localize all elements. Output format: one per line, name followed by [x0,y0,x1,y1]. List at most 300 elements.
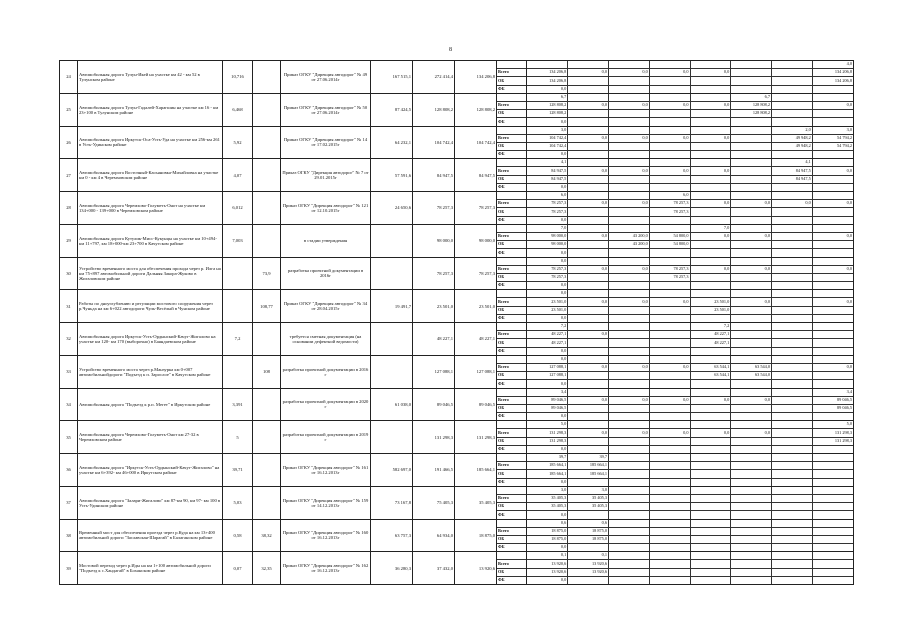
label-ob: ОБ [497,77,526,85]
funding-cell [609,372,650,380]
funding-cell: 89 046,5 [527,404,568,412]
row-number: 35 [60,421,78,454]
funding-cell: 0,0 [609,101,650,109]
funding-cell [812,544,853,552]
funding-cell [649,544,690,552]
funding-cell [731,151,772,159]
row-number: 34 [60,388,78,421]
object-name: Автомобильная дорога Тулун-Икей на участке км 42 - км 52 в Тулунском районе [78,61,223,94]
basis-document: Приказ ОГКУ "Дирекция автодорог" № 161 от 16.12.2013г [281,454,371,487]
funding-cell: 128 808,2 [731,101,772,109]
label-total: Всего [497,527,526,535]
funding-cell [731,437,772,445]
total-cost: 272 414,4 [413,61,455,94]
funding-cell [609,494,650,502]
object-name: Автомобильная дорога Иркутск-Усть-Ордынский-Качуг-Жигалово на участке км 120- км 170 (выборочно) в Баяндаевском районе [78,323,223,356]
funding-cell [649,323,690,331]
funding-cell [690,389,731,397]
label-fb: ФБ [498,184,505,190]
funding-cell: 0,0 [649,298,690,306]
funding-cell [772,69,813,77]
funding-cell [649,118,690,126]
funding-cell [649,249,690,257]
label-blank [497,290,526,298]
table-row [60,388,854,421]
funding-cell: 0,0 [568,232,609,240]
funding-cell: 3,4 [527,389,568,397]
funding-cell [649,61,690,69]
funding-cell [812,110,853,118]
funding-values [527,290,854,323]
length-m [253,159,281,192]
funding-cell [649,487,690,495]
funding-cell: 4,0 [812,61,853,69]
funding-cell [609,323,650,331]
funding-cell [731,208,772,216]
funding-cell [731,290,772,298]
funding-cell [690,576,731,584]
funding-cell [649,494,690,502]
funding-cell: 98 000,0 [527,241,568,249]
label-blank [497,552,526,560]
funding-cell [812,331,853,339]
funding-values [527,388,854,421]
total-cost: 64 934,0 [413,519,455,552]
row-number: 29 [60,224,78,257]
funding-cell: 0,0 [568,298,609,306]
funding-cell: 131 298,3 [527,429,568,437]
length-km [223,257,253,290]
label-ob: ОБ [497,306,526,314]
funding-cell: 78 257,3 [649,208,690,216]
funding-cell [690,437,731,445]
estimated-cost [371,257,413,290]
funding-cell [812,118,853,126]
funding-cell: 0,0 [568,363,609,371]
funding-cell [690,445,731,453]
funding-cell [568,85,609,93]
row-number: 36 [60,454,78,487]
funding-cell [690,487,731,495]
funding-cell [731,61,772,69]
funding-cell [731,421,772,429]
funding-cell [772,568,813,576]
funding-cell [772,511,813,519]
length-km: 3,391 [223,388,253,421]
funding-cell [731,478,772,486]
funding-cell: 0,0 [527,151,568,159]
funding-cell: 131 298,3 [527,437,568,445]
basis-document: Приказ ОГКУ "Дирекция автодорог" № 49 от 27.06.2014г [281,61,371,94]
label-ob: ОБ [497,372,526,380]
funding-cell [649,421,690,429]
funding-values [527,93,854,126]
funding-cell [772,389,813,397]
total-cost: 37 432,0 [413,552,455,585]
funding-labels [497,93,527,126]
funding-cell [772,314,813,322]
label-total: Всего [497,101,526,109]
funding-cell [690,85,731,93]
funding-cell [772,118,813,126]
funding-cell: 0,0 [731,232,772,240]
total-cost: 78 257,3 [413,257,455,290]
funding-cell [609,118,650,126]
funding-cell [731,527,772,535]
funding-cell [772,241,813,249]
funding-labels [497,192,527,225]
funding-cell [731,560,772,568]
funding-cell [649,503,690,511]
funding-cell: 0,0 [527,290,568,298]
funding-cell [812,560,853,568]
table-row [60,355,854,388]
funding-cell [649,110,690,118]
funding-cell [690,454,731,462]
basis-document: разработка проектной документации в 2020 г [281,388,371,421]
funding-cell: 0,0 [609,363,650,371]
remaining-cost: 128 808,2 [455,93,497,126]
funding-cell [649,306,690,314]
funding-cell [812,151,853,159]
object-name: Автомобильная дорога Кутулик-Мисс-Кукунцы на участке км 10+494-км 11+797, км 18+000-км 23+700 в Качугском районе [78,224,223,257]
row-number: 32 [60,323,78,356]
funding-cell [568,241,609,249]
object-name: Автомобильная дорога Восточный-Касьяновка-Михайловка на участке км 0 - км 4 в Черемховском районе [78,159,223,192]
funding-cell [772,462,813,470]
funding-cell [772,437,813,445]
funding-cell: 18 875,0 [527,535,568,543]
row-number: 39 [60,552,78,585]
label-total: Всего [497,363,526,371]
funding-cell: 7,2 [527,323,568,331]
funding-cell [609,85,650,93]
table-row [60,519,854,552]
funding-cell [568,175,609,183]
funding-cell [812,356,853,364]
funding-cell: 0,0 [690,69,731,77]
total-cost: 23 501,0 [413,290,455,323]
funding-cell: 3,0 [812,127,853,135]
funding-cell: 0,0 [527,85,568,93]
funding-cell [649,347,690,355]
funding-cell [649,290,690,298]
funding-cell [731,183,772,191]
funding-cell [568,576,609,584]
remaining-cost: 131 298,3 [455,421,497,454]
length-m [253,388,281,421]
label-total: Всего [497,298,526,306]
funding-cell [568,421,609,429]
funding-cell: 98 000,0 [527,232,568,240]
funding-cell [609,380,650,388]
funding-cell: 39,7 [568,454,609,462]
table-row [60,159,854,192]
funding-cell: 185 664,1 [527,462,568,470]
funding-cell [568,290,609,298]
funding-cell [690,118,731,126]
length-m [253,61,281,94]
total-cost: 191 466,5 [413,454,455,487]
funding-cell [812,339,853,347]
funding-cell [568,380,609,388]
funding-cell [772,576,813,584]
funding-cell [690,258,731,266]
label-fb: ФБ [498,315,505,321]
funding-cell [609,389,650,397]
label-ob: ОБ [497,110,526,118]
funding-cell: 35 405,3 [568,503,609,511]
funding-cell [772,421,813,429]
funding-cell: 0,0 [527,576,568,584]
funding-cell: 128 808,2 [731,110,772,118]
funding-cell [609,192,650,200]
funding-cell [772,298,813,306]
funding-cell [772,101,813,109]
funding-cell [609,127,650,135]
funding-cell [649,478,690,486]
funding-cell: 35 405,3 [527,494,568,502]
funding-cell: 0,0 [649,69,690,77]
label-blank [497,323,526,331]
funding-cell [609,347,650,355]
funding-cell [812,535,853,543]
length-m [253,421,281,454]
funding-cell [690,151,731,159]
funding-cell: 0,6 [527,520,568,528]
funding-cell [812,159,853,167]
funding-cell [609,535,650,543]
funding-cell: 0,0 [649,429,690,437]
funding-cell [609,208,650,216]
funding-cell [690,413,731,421]
funding-cell [649,258,690,266]
estimated-cost [371,224,413,257]
funding-cell [690,61,731,69]
funding-cell [772,429,813,437]
funding-cell: 63 544,0 [731,372,772,380]
length-km [223,290,253,323]
funding-cell [812,241,853,249]
funding-cell [772,404,813,412]
funding-cell [731,404,772,412]
funding-cell [772,216,813,224]
funding-cell [812,85,853,93]
object-name: Работы по дноуглублению и регуляции мостового сооружения через р.Чуньда на км 6+022 автодороги Чуль-Весёлый в Чунском районе [78,290,223,323]
remaining-cost: 48 227,1 [455,323,497,356]
funding-cell [649,437,690,445]
funding-cell: 49 948,2 [772,142,813,150]
funding-cell: 3,0 [568,487,609,495]
funding-cell [812,94,853,102]
length-km: 10,716 [223,61,253,94]
length-m [253,126,281,159]
funding-cell [609,487,650,495]
funding-cell [772,527,813,535]
funding-cell: 0,0 [568,429,609,437]
funding-cell [812,258,853,266]
funding-cell [649,511,690,519]
estimated-cost: 87 424,5 [371,93,413,126]
funding-cell: 0,0 [731,298,772,306]
funding-cell [568,183,609,191]
length-m [253,454,281,487]
funding-cell [731,314,772,322]
funding-cell: 0,0 [690,396,731,404]
funding-cell [649,372,690,380]
length-m [253,93,281,126]
funding-labels [497,159,527,192]
funding-cell [812,216,853,224]
funding-cell [690,127,731,135]
funding-values [527,61,854,94]
funding-cell [690,560,731,568]
row-number: 26 [60,126,78,159]
funding-values [527,159,854,192]
funding-cell [812,208,853,216]
funding-cell [690,527,731,535]
funding-cell [609,527,650,535]
remaining-cost: 104 742,4 [455,126,497,159]
estimated-cost: 582 697,0 [371,454,413,487]
label-total: Всего [497,396,526,404]
funding-cell: 48 227,1 [690,339,731,347]
funding-cell [649,568,690,576]
funding-cell: 0,0 [609,69,650,77]
funding-cell: 78 257,3 [527,273,568,281]
funding-cell: 0,0 [527,216,568,224]
funding-cell [649,520,690,528]
funding-cell [772,535,813,543]
label-fb: ФБ [498,151,505,157]
basis-document: Приказ ОГКУ "Дирекция автодорог" № 34 от 28.04.2015г [281,290,371,323]
funding-cell [731,192,772,200]
funding-cell: 13 920,6 [568,560,609,568]
label-fb: ФБ [498,347,505,353]
length-km: 7,2 [223,323,253,356]
table-row [60,486,854,519]
funding-cell [568,389,609,397]
funding-cell [609,511,650,519]
funding-cell [568,356,609,364]
funding-cell [609,290,650,298]
funding-cell [609,77,650,85]
funding-cell: 18 875,0 [527,527,568,535]
funding-cell: 0,0 [527,282,568,290]
estimated-cost [371,355,413,388]
funding-cell [609,552,650,560]
label-ob: ОБ [497,142,526,150]
funding-cell [609,225,650,233]
funding-cell [731,520,772,528]
funding-cell [568,258,609,266]
length-km: 4,07 [223,159,253,192]
funding-cell: 0,0 [649,167,690,175]
estimated-cost [371,421,413,454]
funding-cell: 0,0 [527,445,568,453]
funding-cell [812,494,853,502]
funding-cell: 84 947,5 [772,167,813,175]
funding-cell [772,265,813,273]
funding-cell [772,372,813,380]
funding-cell [690,110,731,118]
funding-cell [731,127,772,135]
funding-cell [609,282,650,290]
funding-cell [812,511,853,519]
funding-cell: 0,0 [812,298,853,306]
total-cost: 48 227,1 [413,323,455,356]
funding-cell: 78 257,3 [527,265,568,273]
funding-cell: 78 257,3 [527,200,568,208]
funding-cell: 0,0 [609,396,650,404]
funding-cell [690,494,731,502]
funding-labels [497,224,527,257]
funding-cell [772,478,813,486]
label-total: Всего [497,167,526,175]
object-name: Устройство временного моста через р.Манзурка км 0+007 автомобильнойдороги "Подъезд к п. Зарослое" в Качугском районе [78,355,223,388]
funding-cell [568,445,609,453]
funding-cell [609,249,650,257]
funding-cell [731,258,772,266]
funding-cell [731,356,772,364]
funding-values [527,224,854,257]
funding-cell [731,413,772,421]
funding-cell [731,503,772,511]
label-ob: ОБ [497,339,526,347]
funding-cell [812,372,853,380]
remaining-cost: 98 000,0 [455,224,497,257]
funding-cell [772,94,813,102]
estimated-cost: 167 515,1 [371,61,413,94]
funding-cell: 104 742,4 [527,142,568,150]
length-m [253,192,281,225]
funding-cell [568,339,609,347]
funding-cell [731,273,772,281]
funding-values [527,454,854,487]
funding-cell: 0,0 [568,134,609,142]
funding-cell [649,527,690,535]
funding-cell [609,503,650,511]
funding-cell: 39,7 [527,454,568,462]
total-cost: 131 298,3 [413,421,455,454]
object-name: Автомобильная дорога Иркутск-Оса-Усть-Уда на участке км 256-км 261 в Усть-Удинском районе [78,126,223,159]
funding-cell [609,159,650,167]
object-name: Автомобильная дорога Черемхово-Голуметь-Онот на участке км 134+000 - 139+000 в Черемховском районе [78,192,223,225]
funding-cell [812,249,853,257]
label-fb: ФБ [498,446,505,452]
funding-cell [690,241,731,249]
label-ob: ОБ [497,273,526,281]
total-cost: 98 000,0 [413,224,455,257]
length-m: 73,9 [253,257,281,290]
funding-cell [690,347,731,355]
row-number: 30 [60,257,78,290]
estimated-cost: 63 757,3 [371,519,413,552]
funding-cell: 18 875,0 [568,527,609,535]
funding-cell: 0,0 [690,134,731,142]
funding-cell [568,159,609,167]
funding-labels [497,355,527,388]
funding-cell: 0,0 [690,101,731,109]
remaining-cost: 134 206,8 [455,61,497,94]
funding-cell [772,347,813,355]
funding-cell [649,314,690,322]
label-blank [497,258,526,266]
length-m: 32,35 [253,552,281,585]
funding-cell: 0,0 [649,363,690,371]
funding-cell [609,560,650,568]
funding-cell: 4,1 [527,159,568,167]
